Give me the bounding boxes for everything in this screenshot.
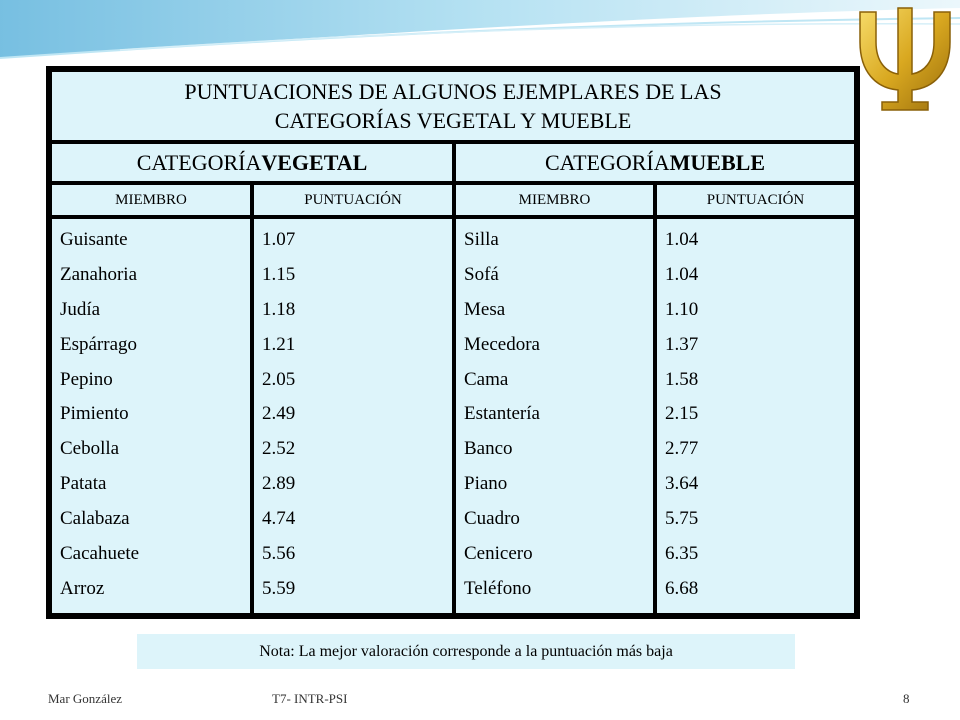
table-cell: Calabaza (60, 508, 130, 530)
category-prefix: CATEGORÍA (544, 149, 670, 175)
table-cell: Patata (60, 473, 107, 495)
column-header-member: MIEMBRO (52, 185, 250, 215)
table-cell: Sofá (464, 263, 499, 285)
table-cell: 1.21 (262, 333, 296, 355)
table-cell: Cama (464, 368, 509, 390)
table-cell: 2.05 (262, 368, 296, 390)
table-cell: 6.35 (665, 543, 699, 565)
table-cell: Mesa (464, 298, 506, 320)
table-cell: Pepino (60, 368, 113, 390)
table-title (52, 72, 854, 140)
table-cell: Cacahuete (60, 543, 140, 565)
table-cell: 4.74 (262, 508, 296, 530)
vegetal-scores-column (254, 219, 452, 613)
category-header-vegetal (52, 144, 452, 181)
column-header-score: PUNTUACIÓN (254, 185, 452, 215)
column-header-member: MIEMBRO (456, 185, 653, 215)
table-cell: 1.15 (262, 263, 296, 285)
note-box: Nota: La mejor valoración corresponde a la puntuación más baja (137, 634, 795, 669)
table-cell: 1.04 (665, 229, 699, 250)
table-cell: Espárrago (60, 333, 138, 355)
table-cell: 2.52 (262, 438, 296, 460)
table-cell: Estantería (464, 403, 540, 425)
table-cell: Cuadro (464, 508, 520, 530)
table-cell: 6.68 (665, 577, 699, 599)
vegetal-members-column (52, 219, 250, 613)
category-prefix: CATEGORÍA (136, 149, 262, 175)
table-cell: 1.07 (262, 229, 296, 250)
table-cell: Guisante (60, 229, 128, 250)
table-cell: Judía (60, 298, 101, 320)
table-cell: Cenicero (464, 543, 533, 565)
header-swoosh-decoration (0, 0, 960, 70)
table-cell: Arroz (60, 577, 105, 599)
table-cell: Teléfono (464, 577, 532, 599)
table-cell: 5.75 (665, 508, 699, 530)
category-header-mueble (456, 144, 854, 181)
table-cell: Silla (464, 229, 499, 250)
table-cell: 2.15 (665, 403, 699, 425)
footer-author: Mar González (48, 691, 122, 706)
table-cell: Piano (464, 473, 508, 495)
table-title-line2: CATEGORÍAS VEGETAL Y MUEBLE (274, 108, 632, 133)
footer-course: T7- INTR-PSI (272, 691, 348, 706)
category-name: MUEBLE (669, 149, 766, 175)
table-cell: 2.49 (262, 403, 296, 425)
table-cell: 5.59 (262, 577, 296, 599)
table-cell: 2.89 (262, 473, 296, 495)
table-cell: 5.56 (262, 543, 296, 565)
table-cell: 1.10 (665, 298, 699, 320)
table-cell: 1.37 (665, 333, 699, 355)
table-cell: 1.18 (262, 298, 296, 320)
table-cell: 1.58 (665, 368, 699, 390)
table-cell: Pimiento (60, 403, 129, 425)
table-cell: 1.04 (665, 263, 699, 285)
table-cell: Banco (464, 438, 513, 460)
table-cell: Zanahoria (60, 263, 138, 285)
scores-table (46, 66, 860, 619)
table-cell: Cebolla (60, 438, 120, 460)
column-header-score: PUNTUACIÓN (657, 185, 854, 215)
footer-page-number: 8 (903, 691, 910, 706)
category-name: VEGETAL (261, 149, 368, 175)
table-cell: 3.64 (665, 473, 699, 495)
psi-symbol-icon (850, 2, 960, 114)
mueble-scores-column (657, 219, 854, 613)
table-cell: Mecedora (464, 333, 540, 355)
mueble-members-column (456, 219, 653, 613)
table-cell: 2.77 (665, 438, 699, 460)
table-title-line1: PUNTUACIONES DE ALGUNOS EJEMPLARES DE LAS (184, 79, 722, 104)
